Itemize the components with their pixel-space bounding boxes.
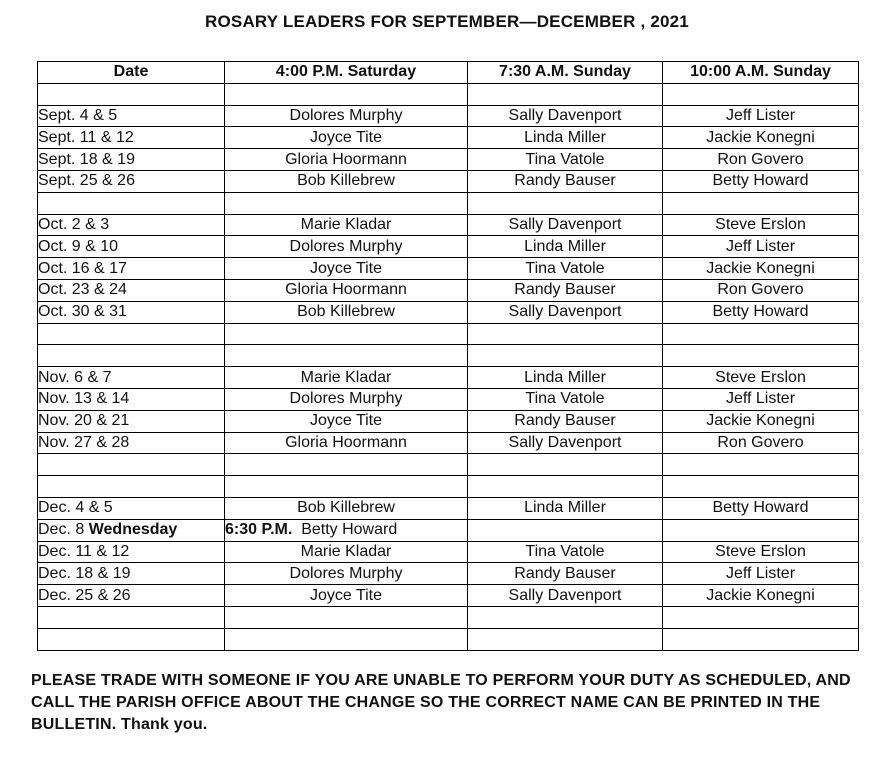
special-leader: Betty Howard <box>301 521 398 539</box>
blank-cell <box>225 192 468 214</box>
schedule-row <box>38 170 859 192</box>
sunday-1000-leader-cell: Jeff Lister <box>663 236 859 258</box>
sunday-730-leader-cell: Linda Miller <box>468 236 663 258</box>
saturday-leader-cell: Dolores Murphy <box>225 563 468 585</box>
schedule-row <box>38 563 859 585</box>
header-date: Date <box>38 62 225 84</box>
date-cell: Dec. 25 & 26 <box>38 585 225 607</box>
sunday-730-leader-cell: Tina Vatole <box>468 541 663 563</box>
sunday-1000-leader-cell: Jackie Konegni <box>663 258 859 280</box>
header-sunday-1000am: 10:00 A.M. Sunday <box>663 62 859 84</box>
sunday-1000-leader-cell: Ron Govero <box>663 279 859 301</box>
sunday-730-leader-cell: Tina Vatole <box>468 388 663 410</box>
schedule-row <box>38 214 859 236</box>
sunday-730-leader-cell: Sally Davenport <box>468 214 663 236</box>
date-cell: Nov. 13 & 14 <box>38 388 225 410</box>
schedule-body <box>38 83 859 650</box>
date-cell: Nov. 20 & 21 <box>38 410 225 432</box>
blank-cell <box>38 476 225 498</box>
blank-cell <box>468 345 663 367</box>
sunday-730-leader-cell: Randy Bauser <box>468 410 663 432</box>
blank-cell <box>468 192 663 214</box>
sunday-1000-leader-cell: Betty Howard <box>663 170 859 192</box>
blank-row <box>38 628 859 650</box>
date-cell: Oct. 2 & 3 <box>38 214 225 236</box>
sunday-1000-leader-cell: Steve Erslon <box>663 367 859 389</box>
header-row <box>38 62 859 84</box>
date-cell: Oct. 23 & 24 <box>38 279 225 301</box>
date-cell: Sept. 18 & 19 <box>38 149 225 171</box>
blank-cell <box>38 192 225 214</box>
saturday-leader-cell: Dolores Murphy <box>225 388 468 410</box>
schedule-row <box>38 149 859 171</box>
blank-cell <box>663 345 859 367</box>
blank-cell <box>663 83 859 105</box>
saturday-leader-cell: Gloria Hoormann <box>225 279 468 301</box>
date-cell: Dec. 11 & 12 <box>38 541 225 563</box>
date-cell: Nov. 27 & 28 <box>38 432 225 454</box>
sunday-730-leader-cell: Linda Miller <box>468 367 663 389</box>
blank-cell <box>38 323 225 345</box>
date-cell <box>38 519 225 541</box>
saturday-leader-cell: Bob Killebrew <box>225 497 468 519</box>
schedule-row <box>38 279 859 301</box>
saturday-leader-cell: Marie Kladar <box>225 541 468 563</box>
blank-cell <box>225 83 468 105</box>
sunday-1000-leader-cell: Ron Govero <box>663 432 859 454</box>
saturday-leader-cell: Dolores Murphy <box>225 105 468 127</box>
sunday-730-leader-cell: Randy Bauser <box>468 170 663 192</box>
saturday-leader-cell: Gloria Hoormann <box>225 432 468 454</box>
saturday-leader-cell: Bob Killebrew <box>225 170 468 192</box>
blank-cell <box>663 454 859 476</box>
sunday-730-leader-cell: Tina Vatole <box>468 149 663 171</box>
sunday-730-leader-cell: Sally Davenport <box>468 301 663 323</box>
blank-cell <box>225 476 468 498</box>
trade-notice: PLEASE TRADE WITH SOMEONE IF YOU ARE UNABLE TO PERFORM YOUR DUTY AS SCHEDULED, AND CALL THE PARISH OFFICE ABOUT THE CHANGE SO THE CORRECT NAME CAN BE PRINTED IN THE BULLETIN. Thank you. <box>31 672 851 733</box>
sunday-730-leader-cell: Randy Bauser <box>468 563 663 585</box>
header-saturday-400pm: 4:00 P.M. Saturday <box>225 62 468 84</box>
blank-cell <box>663 476 859 498</box>
schedule-row <box>38 127 859 149</box>
blank-cell <box>468 519 663 541</box>
special-row <box>38 519 859 541</box>
saturday-leader-cell: Marie Kladar <box>225 214 468 236</box>
date-cell: Dec. 4 & 5 <box>38 497 225 519</box>
blank-cell <box>468 323 663 345</box>
blank-row <box>38 83 859 105</box>
schedule-row <box>38 301 859 323</box>
schedule-row <box>38 367 859 389</box>
sunday-730-leader-cell: Tina Vatole <box>468 258 663 280</box>
saturday-leader-cell: Gloria Hoormann <box>225 149 468 171</box>
blank-cell <box>663 323 859 345</box>
date-cell: Dec. 18 & 19 <box>38 563 225 585</box>
sunday-1000-leader-cell: Steve Erslon <box>663 541 859 563</box>
blank-cell <box>468 476 663 498</box>
date-cell: Sept. 4 & 5 <box>38 105 225 127</box>
sunday-1000-leader-cell: Betty Howard <box>663 497 859 519</box>
special-time: 6:30 P.M. <box>225 521 293 539</box>
header-sunday-730am: 7:30 A.M. Sunday <box>468 62 663 84</box>
saturday-leader-cell: Bob Killebrew <box>225 301 468 323</box>
schedule-row <box>38 410 859 432</box>
blank-cell <box>225 628 468 650</box>
schedule-row <box>38 541 859 563</box>
date-cell: Oct. 9 & 10 <box>38 236 225 258</box>
blank-cell <box>468 606 663 628</box>
sunday-730-leader-cell: Randy Bauser <box>468 279 663 301</box>
sunday-730-leader-cell: Sally Davenport <box>468 585 663 607</box>
schedule-row <box>38 585 859 607</box>
blank-cell <box>663 606 859 628</box>
sunday-1000-leader-cell: Jeff Lister <box>663 388 859 410</box>
schedule-row <box>38 432 859 454</box>
rosary-schedule-table <box>37 61 859 651</box>
special-service-cell <box>225 519 468 541</box>
saturday-leader-cell: Joyce Tite <box>225 585 468 607</box>
sunday-1000-leader-cell: Jackie Konegni <box>663 410 859 432</box>
blank-cell <box>663 192 859 214</box>
sunday-1000-leader-cell: Jackie Konegni <box>663 127 859 149</box>
date-cell: Sept. 25 & 26 <box>38 170 225 192</box>
sunday-1000-leader-cell: Ron Govero <box>663 149 859 171</box>
blank-cell <box>38 606 225 628</box>
blank-cell <box>38 345 225 367</box>
blank-cell <box>38 454 225 476</box>
date-cell: Oct. 30 & 31 <box>38 301 225 323</box>
schedule-row <box>38 258 859 280</box>
blank-row <box>38 606 859 628</box>
date-cell: Nov. 6 & 7 <box>38 367 225 389</box>
blank-cell <box>38 628 225 650</box>
schedule-row <box>38 497 859 519</box>
sunday-730-leader-cell: Sally Davenport <box>468 105 663 127</box>
blank-cell <box>468 628 663 650</box>
blank-cell <box>225 323 468 345</box>
sunday-1000-leader-cell: Jeff Lister <box>663 105 859 127</box>
saturday-leader-cell: Joyce Tite <box>225 127 468 149</box>
saturday-leader-cell: Dolores Murphy <box>225 236 468 258</box>
schedule-row <box>38 236 859 258</box>
blank-cell <box>225 606 468 628</box>
blank-row <box>38 345 859 367</box>
blank-row <box>38 323 859 345</box>
sunday-730-leader-cell: Linda Miller <box>468 127 663 149</box>
blank-cell <box>225 454 468 476</box>
date-cell: Oct. 16 & 17 <box>38 258 225 280</box>
saturday-leader-cell: Marie Kladar <box>225 367 468 389</box>
saturday-leader-cell: Joyce Tite <box>225 410 468 432</box>
sunday-1000-leader-cell: Steve Erslon <box>663 214 859 236</box>
date-cell: Sept. 11 & 12 <box>38 127 225 149</box>
blank-row <box>38 476 859 498</box>
schedule-row <box>38 388 859 410</box>
blank-cell <box>663 519 859 541</box>
blank-row <box>38 454 859 476</box>
blank-cell <box>468 454 663 476</box>
special-date: Dec. 8 <box>38 521 85 539</box>
special-day: Wednesday <box>88 521 178 539</box>
sunday-1000-leader-cell: Jeff Lister <box>663 563 859 585</box>
sunday-1000-leader-cell: Betty Howard <box>663 301 859 323</box>
sunday-730-leader-cell: Sally Davenport <box>468 432 663 454</box>
page-title: ROSARY LEADERS FOR SEPTEMBER—DECEMBER , 2021 <box>205 12 689 31</box>
schedule-row <box>38 105 859 127</box>
saturday-leader-cell: Joyce Tite <box>225 258 468 280</box>
blank-cell <box>468 83 663 105</box>
blank-cell <box>663 628 859 650</box>
blank-row <box>38 192 859 214</box>
blank-cell <box>225 345 468 367</box>
blank-cell <box>38 83 225 105</box>
sunday-730-leader-cell: Linda Miller <box>468 497 663 519</box>
sunday-1000-leader-cell: Jackie Konegni <box>663 585 859 607</box>
